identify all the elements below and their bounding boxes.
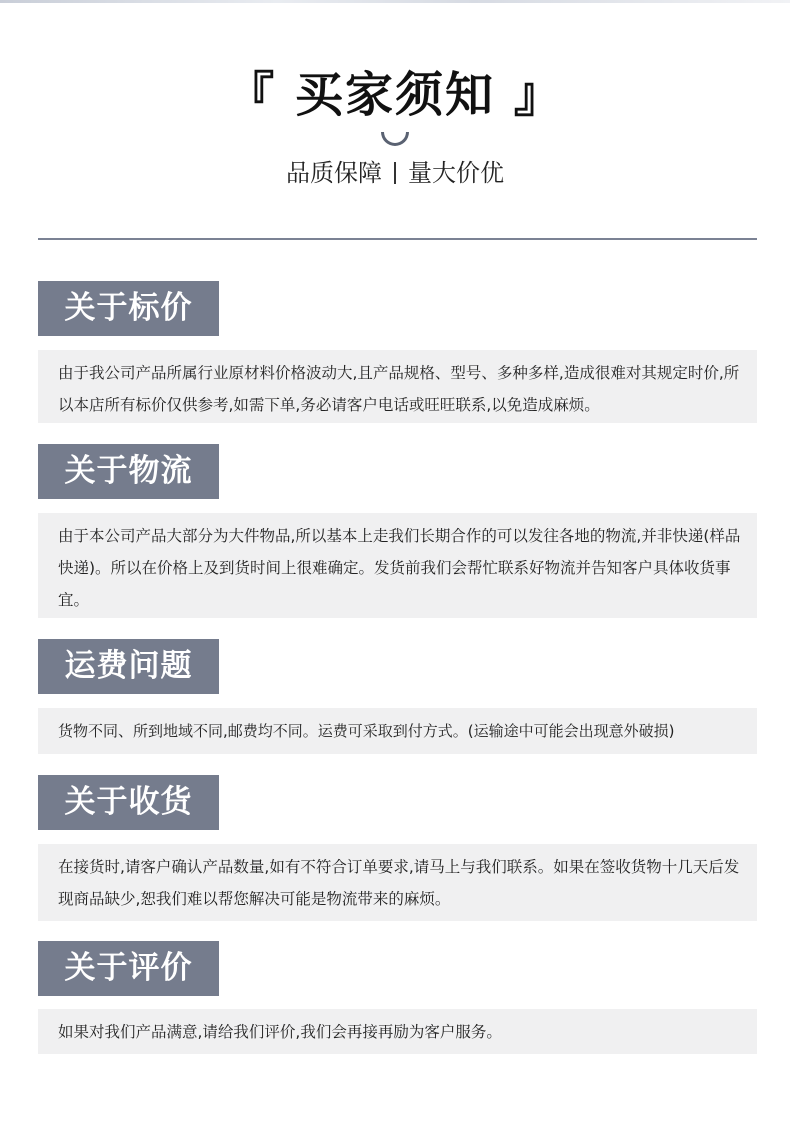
section-title-review: 关于评价: [38, 941, 219, 996]
subtitle-quality: 品质保障: [286, 159, 382, 187]
subtitle-price: 量大价优: [408, 159, 504, 187]
header: [0, 60, 790, 190]
subtitle: [0, 156, 790, 190]
section-body-receiving: 在接货时,请客户确认产品数量,如有不符合订单要求,请马上与我们联系。如果在签收货物十几天后发现商品缺少,恕我们难以帮您解决可能是物流带来的麻烦。: [38, 844, 757, 921]
subtitle-separator: [394, 162, 396, 184]
section-title-shipping-fee: 运费问题: [38, 639, 219, 694]
section-body-logistics: 由于本公司产品大部分为大件物品,所以基本上走我们长期合作的可以发往各地的物流,并非快递(样品快递)。所以在价格上及到货时间上很难确定。发货前我们会帮忙联系好物流并告知客户具体收货事宜。: [38, 513, 757, 618]
section-title-receiving: 关于收货: [38, 775, 219, 830]
section-body-shipping-fee: 货物不同、所到地域不同,邮费均不同。运费可采取到付方式。(运输途中可能会出现意外破损): [38, 708, 757, 754]
page-title: 『 买家须知 』: [226, 67, 564, 123]
section-body-review: 如果对我们产品满意,请给我们评价,我们会再接再励为客户服务。: [38, 1009, 757, 1054]
header-divider: [38, 238, 757, 240]
section-body-pricing: 由于我公司产品所属行业原材料价格波动大,且产品规格、型号、多种多样,造成很难对其规定时价,所以本店所有标价仅供参考,如需下单,务必请客户电话或旺旺联系,以免造成麻烦。: [38, 350, 757, 423]
section-title-logistics: 关于物流: [38, 444, 219, 499]
section-title-pricing: 关于标价: [38, 281, 219, 336]
arc-ornament: [381, 132, 409, 146]
top-decoration-strip: [0, 0, 790, 3]
